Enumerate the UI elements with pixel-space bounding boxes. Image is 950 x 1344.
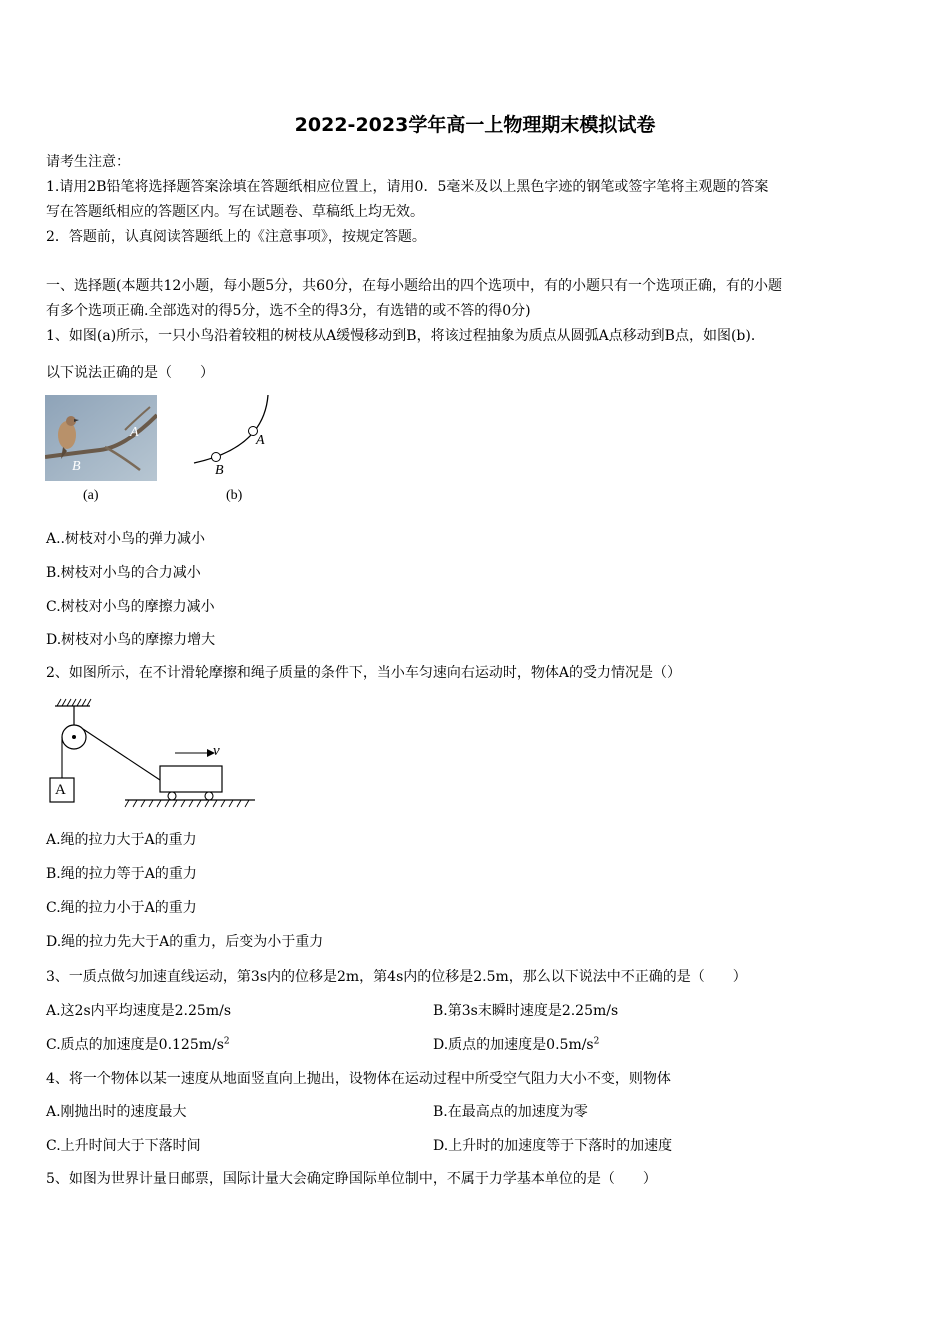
q2-fig-velocity-label: v (213, 743, 220, 759)
notice-heading: 请考生注意： (46, 154, 130, 170)
q3-option-c-text: C.质点的加速度是0.125m/s (46, 1037, 224, 1053)
notice-item1-line2: 写在答题纸相应的答题区内。写在试题卷、草稿纸上均无效。 (46, 204, 424, 220)
q3-stem: 3、一质点做匀加速直线运动，第3s内的位移是2m，第4s内的位移是2.5m，那么以下说法中不正确的是（ ） (46, 969, 747, 985)
q1-option-d: D.树枝对小鸟的摩擦力增大 (46, 632, 216, 648)
q3-option-c-exponent: 2 (223, 1036, 230, 1047)
section1-line2: 有多个选项正确.全部选对的得5分，选不全的得3分，有选错的或不答的得0分) (46, 303, 531, 319)
notice-item2: 2．答题前，认真阅读答题纸上的《注意事项》，按规定答题。 (46, 229, 426, 245)
q2-option-c: C.绳的拉力小于A的重力 (46, 900, 197, 916)
q1-option-c: C.树枝对小鸟的摩擦力减小 (46, 599, 215, 615)
q3-option-d (433, 1035, 599, 1055)
section1-line1: 一、选择题(本题共12小题，每小题5分，共60分，在每小题给出的四个选项中，有的小题只有一个选项正确，有的小题 (46, 278, 782, 294)
q3-option-d-exponent: 2 (593, 1036, 600, 1047)
q1-fig-a-label-a: A (130, 425, 139, 440)
q4-option-d: D.上升时的加速度等于下落时的加速度 (433, 1138, 673, 1154)
q2-option-d: D.绳的拉力先大于A的重力，后变为小于重力 (46, 934, 324, 950)
q3-option-a: A.这2s内平均速度是2.25m/s (46, 1003, 232, 1019)
q1-fig-a-caption: (a) (83, 488, 99, 503)
q3-option-c (46, 1035, 230, 1055)
q1-fig-a-label-b: B (72, 459, 81, 474)
q1-stem-line2: 以下说法正确的是（ ） (46, 365, 214, 381)
notice-item1-line1: 1.请用2B铅笔将选择题答案涂填在答题纸相应位置上，请用0．5毫米及以上黑色字迹的钢笔或签字笔将主观题的答案 (46, 179, 769, 195)
q1-option-b: B.树枝对小鸟的合力减小 (46, 565, 201, 581)
q1-option-a: A..树枝对小鸟的弹力减小 (46, 531, 206, 547)
q1-fig-b-caption: (b) (226, 488, 243, 503)
q2-option-a: A.绳的拉力大于A的重力 (46, 832, 197, 848)
q5-stem: 5、如图为世界计量日邮票，国际计量大会确定睁国际单位制中，不属于力学基本单位的是（ ） (46, 1171, 657, 1187)
q2-stem: 2、如图所示，在不计滑轮摩擦和绳子质量的条件下，当小车匀速向右运动时，物体A的受力情况是（） (46, 665, 682, 681)
q2-option-b: B.绳的拉力等于A的重力 (46, 866, 197, 882)
q4-stem: 4、将一个物体以某一速度从地面竖直向上抛出，设物体在运动过程中所受空气阻力大小不变，则物体 (46, 1071, 671, 1087)
q1-fig-b-label-b: B (215, 463, 224, 478)
q1-figure-a-photo (45, 395, 157, 481)
q2-fig-block-label: A (55, 782, 66, 798)
q1-fig-b-label-a: A (256, 433, 265, 448)
q4-option-b: B.在最高点的加速度为零 (433, 1104, 588, 1120)
q4-option-c: C.上升时间大于下落时间 (46, 1138, 201, 1154)
q1-stem-line1: 1、如图(a)所示，一只小鸟沿着较粗的树枝从A缓慢移动到B，将该过程抽象为质点从圆弧A点移动到B点，如图(b)． (46, 328, 765, 344)
q4-option-a: A.刚抛出时的速度最大 (46, 1104, 187, 1120)
q3-option-b: B.第3s末瞬时速度是2.25m/s (433, 1003, 619, 1019)
page-title: 2022-2023学年高一上物理期末模拟试卷 (294, 114, 656, 136)
q2-figure-pulley-cart (45, 694, 260, 814)
q3-option-d-text: D.质点的加速度是0.5m/s (433, 1037, 594, 1053)
